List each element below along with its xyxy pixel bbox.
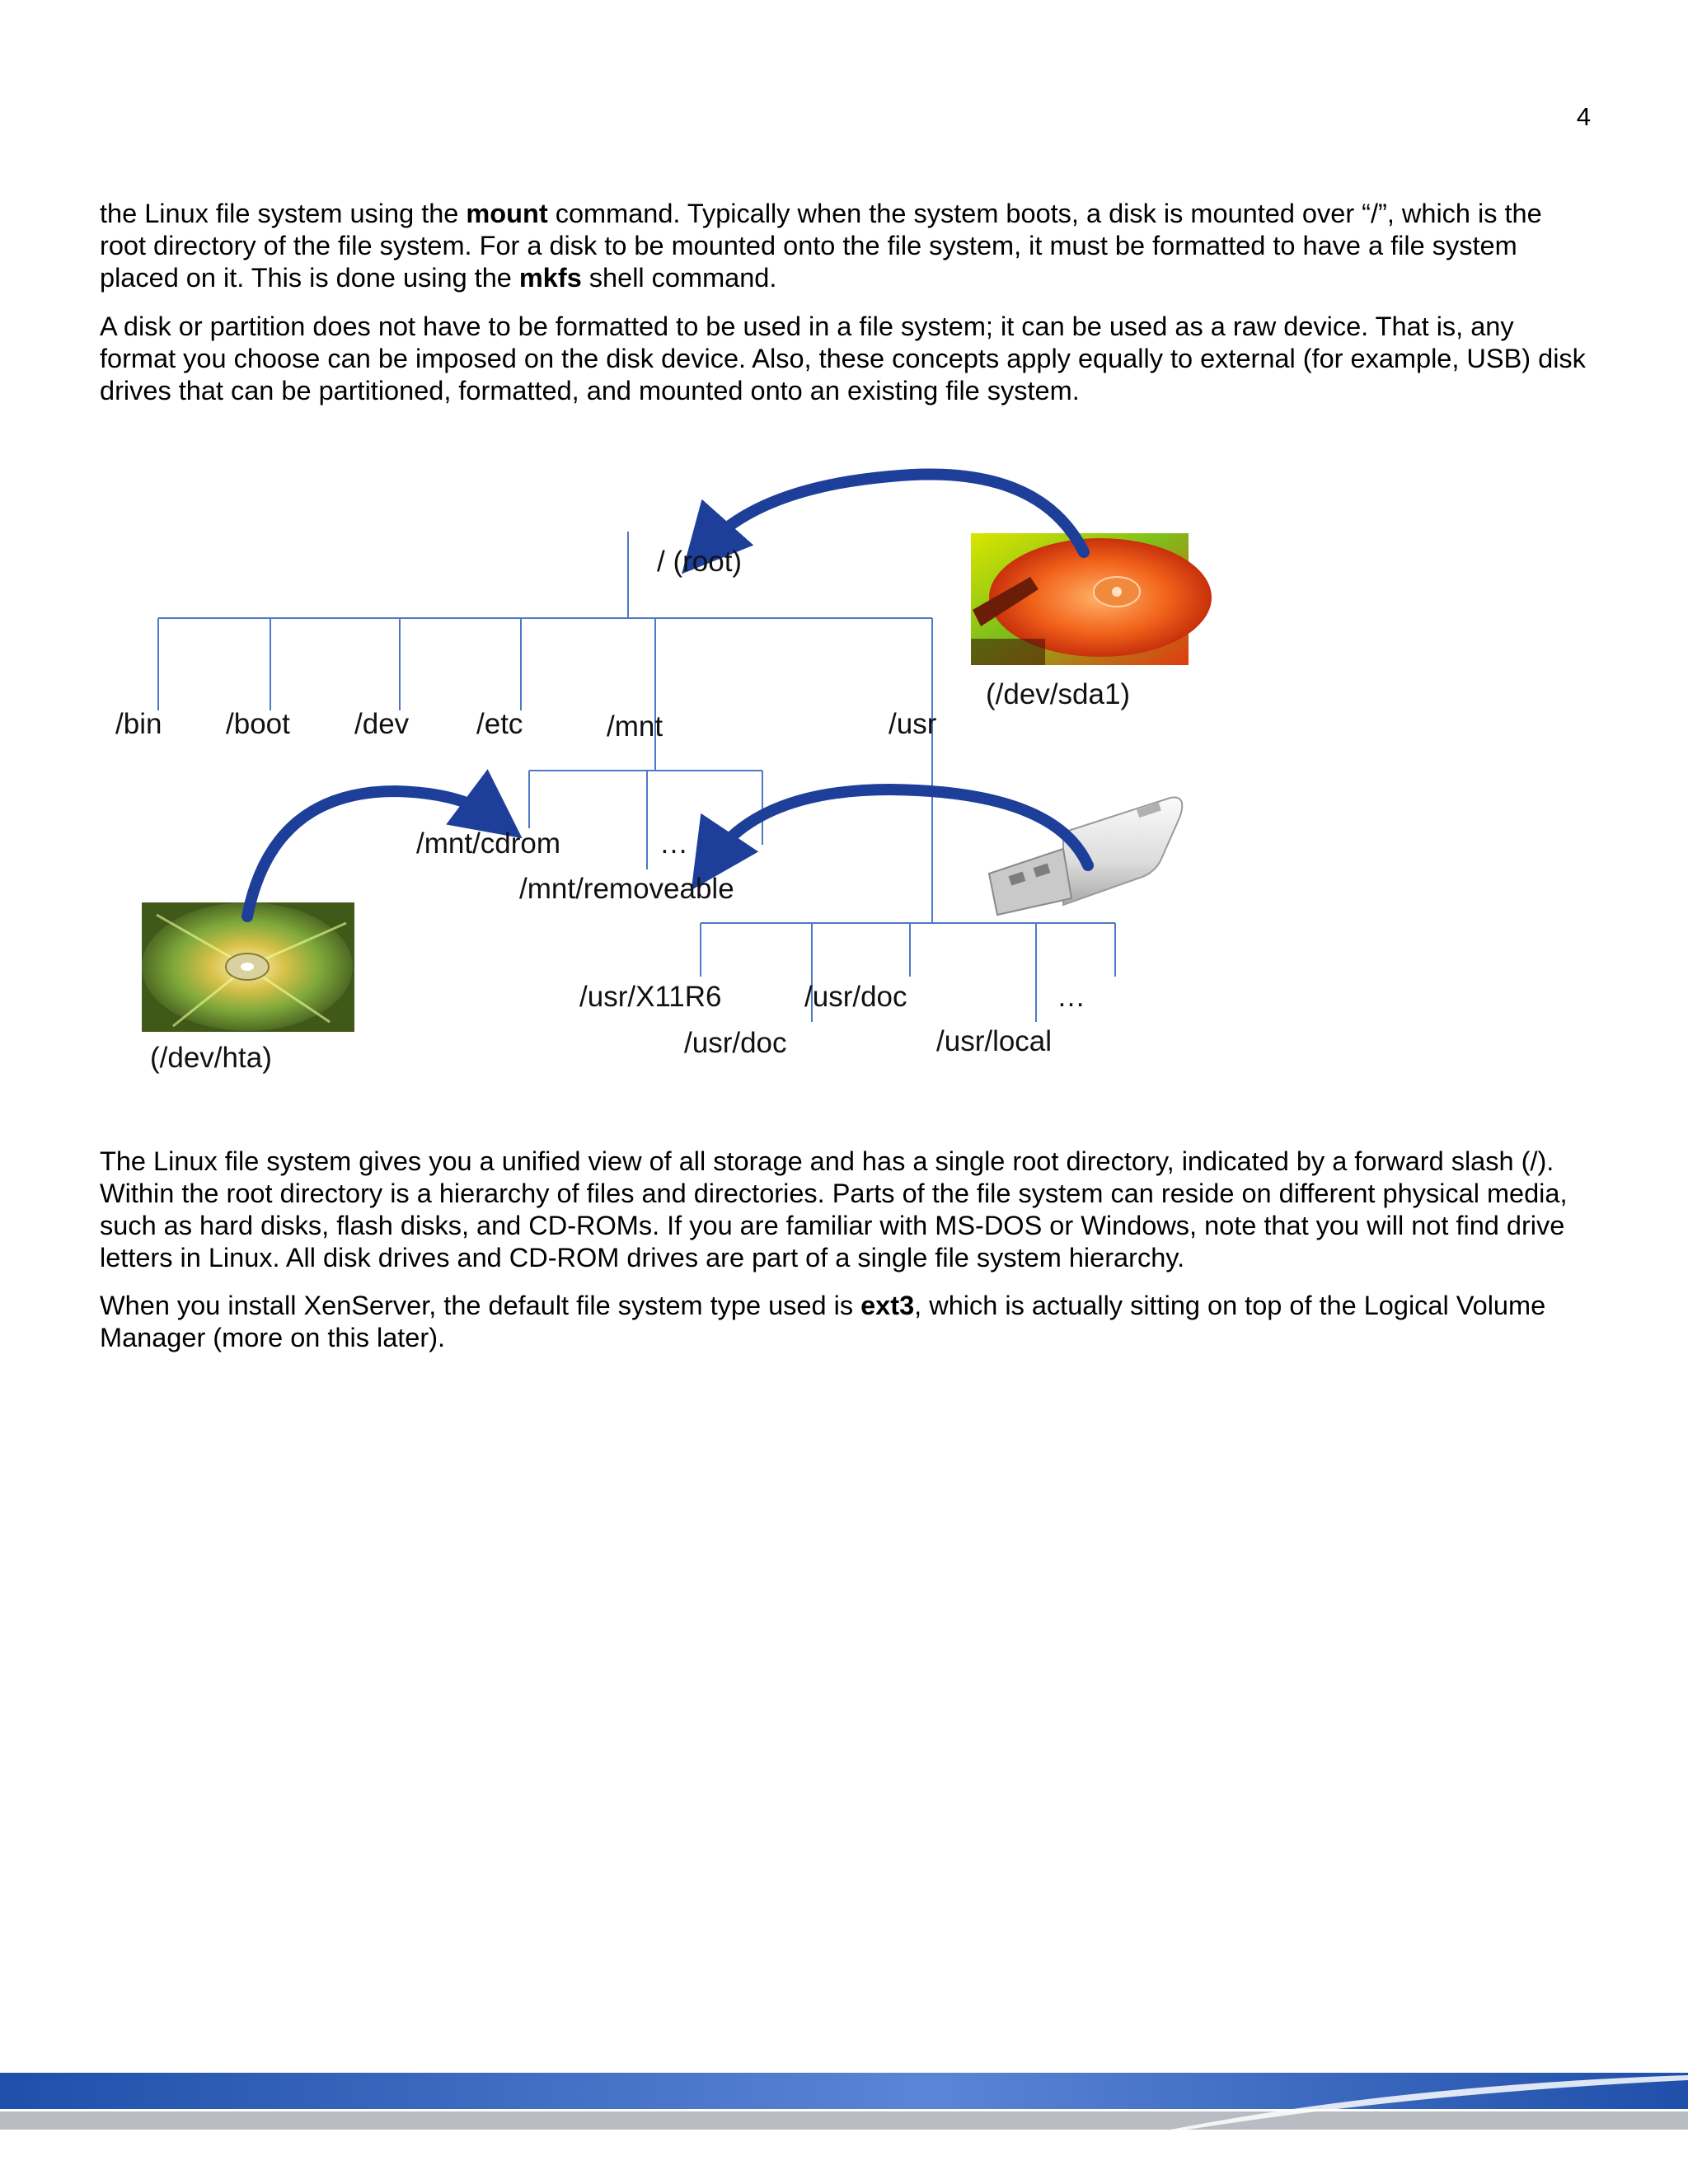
dir-label: /boot [226,708,290,740]
ext3-term: ext3 [860,1291,915,1320]
footer-band [0,2060,1688,2184]
cdrom-device-label: (/dev/hta) [150,1042,272,1074]
dir-label: /mnt [607,710,663,743]
dir-label: /dev [354,708,410,740]
hard-disk-device-label: (/dev/sda1) [986,678,1131,710]
mnt-child-label: … [659,827,688,860]
filesystem-diagram [0,445,1688,1104]
text-segment: When you install XenServer, the default file system type used is [100,1291,861,1320]
text-segment: the Linux file system using the [100,199,467,228]
dir-label: /usr [889,708,937,740]
arrow-usb-to-removeable [710,790,1088,865]
paragraph-raw-device: A disk or partition does not have to be formatted to be used in a file system; it can be used as a raw device. That is, any format you choose can be imposed on the disk device. Also, these concepts apply equally to external (for example, USB) disk drives that can be partitioned, formatted, and mounted onto an existing file system. [100,312,1586,405]
page-number: 4 [1576,102,1591,131]
hard-disk-image [971,533,1212,665]
paragraph-xenserver [100,1290,1592,1354]
paragraph-unified-view: The Linux file system gives you a unified view of all storage and has a single root directory, indicated by a forward slash (/). Within the root directory is a hierarchy of files and directories. Parts of the file system can reside on different physical media, such as hard disks, flash disks, and CD-ROMs. If you are familiar with MS-DOS or Windows, note that you will not find drive letters in Linux. All disk drives and CD-ROM drives are part of a single file system hierarchy. [100,1146,1568,1272]
usr-child-label: … [1057,981,1085,1013]
text-segment: command. Typically when the system boots, a disk is mounted over “/”, which is the root directory of the file system. For a disk to be mounted onto the file system, it must be formatted to have a file system placed on it. This is done using the [100,199,1542,293]
mnt-child-label: /mnt/removeable [519,873,734,905]
usr-child-label: /usr/local [936,1025,1053,1057]
usr-child-label: /usr/X11R6 [579,981,722,1013]
usr-child-label: /usr/doc [804,981,907,1013]
dir-label: /bin [115,708,162,740]
mnt-child-label: /mnt/cdrom [416,827,561,860]
root-label: / (root) [657,546,743,578]
paragraph-mount [100,198,1592,294]
text-segment: shell command. [581,263,777,293]
mount-command: mount [466,199,548,228]
text-segment: , which is actually sitting on top of the Logical Volume Manager (more on this later). [100,1291,1546,1352]
dir-label: /etc [476,708,523,740]
usr-child-label: /usr/doc [684,1027,787,1059]
mkfs-command: mkfs [518,263,582,293]
